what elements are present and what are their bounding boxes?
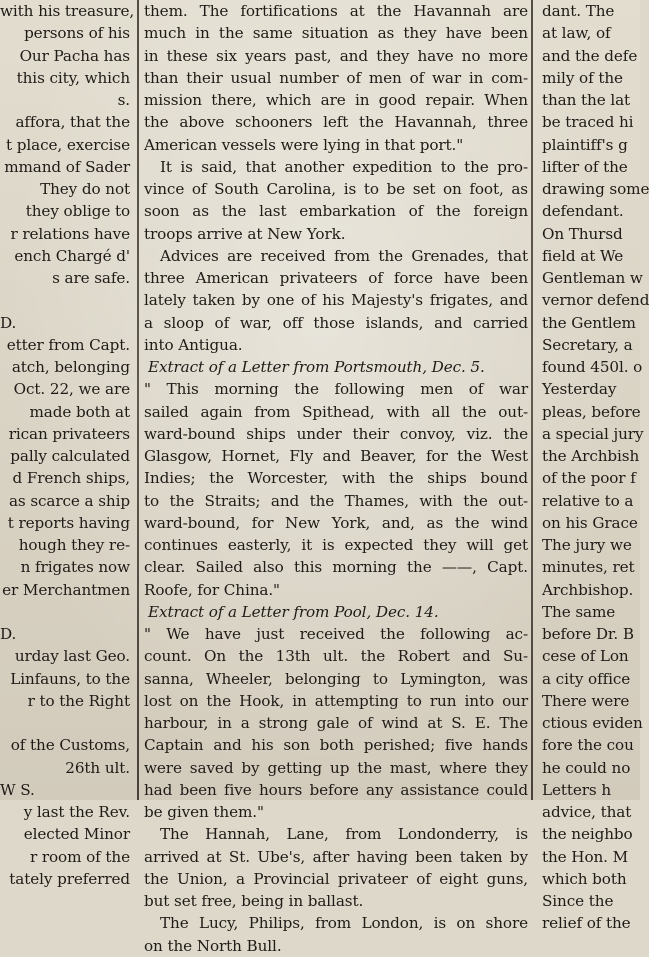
left-column-line: ench Chargé d' bbox=[14, 246, 130, 265]
right-column-line: Letters h bbox=[542, 780, 612, 799]
left-column-line: affora, that the bbox=[15, 113, 130, 132]
right-column-line: ctious eviden bbox=[542, 714, 643, 732]
left-column-line: they oblige to bbox=[25, 202, 130, 221]
middle-column-line: the above schooners left the Havannah, three bbox=[144, 113, 528, 132]
left-column-line: D. bbox=[0, 313, 17, 332]
left-column-line: s are safe. bbox=[52, 269, 130, 287]
column-rule-right bbox=[531, 0, 533, 800]
right-column-line: drawing some bbox=[542, 180, 649, 198]
middle-column-line: a sloop of war, off those islands, and carried bbox=[144, 313, 528, 332]
left-column-line: t place, exercise bbox=[6, 135, 130, 154]
middle-column-line: arrived at St. Ube's, after having been taken by bbox=[144, 847, 528, 866]
left-column-line: this city, which bbox=[16, 68, 130, 87]
middle-column-line: continues easterly, it is expected they will get bbox=[144, 536, 528, 554]
right-column-line: at law, of bbox=[542, 24, 611, 43]
middle-column-line: clear. Sailed also this morning the ——, Capt. bbox=[144, 558, 528, 577]
middle-column-line: count. On the 13th ult. the Robert and Su- bbox=[144, 647, 528, 666]
middle-column-line: to the Straits; and the Thames, with the out- bbox=[144, 491, 528, 510]
middle-column-line: harbour, in a strong gale of wind at S. E. The bbox=[144, 714, 528, 732]
middle-column-line: lost on the Hook, in attempting to run into our bbox=[144, 691, 528, 710]
right-column-line: field at We bbox=[542, 246, 624, 265]
left-column-line: hough they re- bbox=[18, 536, 130, 554]
right-column-line: the Archbish bbox=[542, 447, 640, 465]
middle-column-line: mission there, which are in good repair. When bbox=[144, 91, 528, 109]
right-column-line: fore the cou bbox=[542, 736, 634, 755]
right-column-line: defendant. bbox=[542, 202, 624, 221]
middle-column-line: Indies; the Worcester, with the ships bound bbox=[144, 469, 528, 488]
middle-column-line: sanna, Wheeler, belonging to Lymington, was bbox=[144, 669, 528, 688]
left-column-line bbox=[0, 289, 134, 311]
right-column-line: he could no bbox=[542, 758, 631, 777]
right-column-line: relative to a bbox=[542, 491, 634, 510]
right-column-line: The jury we bbox=[542, 536, 632, 554]
left-column-line: of the Customs, bbox=[10, 736, 130, 755]
right-column-line: relief of the bbox=[542, 914, 631, 933]
middle-column-line: Glasgow, Hornet, Fly and Beaver, for the West bbox=[144, 447, 528, 465]
left-column-line: s. bbox=[117, 91, 130, 109]
right-column-line: minutes, ret bbox=[542, 558, 635, 577]
middle-column-line: be given them." bbox=[144, 803, 264, 821]
right-column-line: plaintiff's g bbox=[542, 135, 628, 154]
left-column-line: n frigates now bbox=[20, 558, 130, 577]
right-column-line: lifter of the bbox=[542, 157, 628, 176]
left-column-line: W S. bbox=[0, 780, 35, 799]
middle-column-line: on the North Bull. bbox=[144, 936, 282, 955]
right-column-line: Since the bbox=[542, 892, 614, 910]
middle-column-line: Captain and his son both perished; five hands bbox=[144, 736, 528, 755]
middle-column-line: troops arrive at New York. bbox=[144, 224, 346, 243]
right-column-line: vernor defend bbox=[542, 291, 649, 310]
right-column-line: dant. The bbox=[542, 2, 615, 20]
middle-column-line: Extract of a Letter from Portsmouth, Dec. 5. bbox=[148, 358, 485, 376]
left-column-line: persons of his bbox=[24, 24, 130, 43]
left-column-line: er Merchantmen bbox=[2, 580, 130, 599]
middle-column-line: American vessels were lying in that port." bbox=[144, 135, 464, 154]
middle-column-line: Advices are received from the Grenades, that bbox=[160, 246, 528, 265]
left-column-line: etter from Capt. bbox=[6, 335, 130, 354]
left-column-line: as scarce a ship bbox=[8, 491, 130, 510]
middle-column-line: Extract of a Letter from Pool, Dec. 14. bbox=[148, 602, 439, 621]
right-column-line: found 450l. o bbox=[542, 358, 643, 376]
right-column-line: cese of Lon bbox=[542, 647, 629, 666]
right-column-line: which both bbox=[542, 869, 627, 888]
middle-column-line: ward-bound, for New York, and, as the wind bbox=[144, 513, 528, 532]
right-column-line: the Gentlem bbox=[542, 313, 636, 332]
right-column-line: The same bbox=[542, 602, 616, 621]
middle-column bbox=[144, 0, 528, 955]
left-column-line: Oct. 22, we are bbox=[13, 380, 130, 399]
left-column-line: y last the Rev. bbox=[23, 803, 130, 821]
left-column-line: rican privateers bbox=[8, 424, 130, 443]
right-column-line: on his Grace bbox=[542, 513, 638, 532]
middle-column-line: but set free, being in ballast. bbox=[144, 892, 364, 910]
left-column-line: tately preferred bbox=[9, 869, 130, 888]
right-column-line: Secretary, a bbox=[542, 335, 633, 354]
middle-column-line: Roofe, for China." bbox=[144, 580, 280, 599]
left-column-line: pally calculated bbox=[10, 447, 130, 465]
middle-column-line: " We have just received the following ac- bbox=[144, 625, 528, 643]
left-column-line: urday last Geo. bbox=[14, 647, 130, 666]
middle-column-line: vince of South Carolina, is to be set on foot, as bbox=[144, 180, 528, 198]
left-column-line bbox=[0, 712, 134, 734]
middle-column-line: than their usual number of men of war in com- bbox=[144, 68, 528, 87]
middle-column-line: It is said, that another expedition to the pro- bbox=[160, 157, 528, 176]
left-column-line: 26th ult. bbox=[65, 758, 130, 777]
right-column-line: There were bbox=[542, 691, 630, 710]
right-column-line: Yesterday bbox=[542, 380, 617, 399]
right-column-line: On Thursd bbox=[542, 224, 623, 243]
right-column-line: than the lat bbox=[542, 91, 631, 109]
right-column-line: Gentleman w bbox=[542, 269, 643, 287]
left-column-line: elected Minor bbox=[23, 825, 130, 844]
left-column-line: Linfauns, to the bbox=[10, 669, 130, 688]
middle-column-line: into Antigua. bbox=[144, 335, 243, 354]
column-rule-left bbox=[137, 0, 139, 800]
left-column-line: D. bbox=[0, 625, 17, 643]
right-column-line: pleas, before bbox=[542, 402, 641, 421]
left-column-line: Our Pacha has bbox=[19, 46, 130, 65]
middle-column-line: in these six years past, and they have no more bbox=[144, 46, 528, 65]
right-column-line: a city office bbox=[542, 669, 631, 688]
middle-column-line: The Hannah, Lane, from Londonderry, is bbox=[160, 825, 528, 844]
left-column-line: mmand of Sader bbox=[4, 157, 130, 176]
left-column-line: r room of the bbox=[29, 847, 130, 866]
middle-column-line: them. The fortifications at the Havannah are bbox=[144, 2, 528, 20]
left-column-line: t reports having bbox=[7, 513, 130, 532]
middle-column-line: " This morning the following men of war bbox=[144, 380, 528, 399]
right-column bbox=[538, 0, 649, 933]
right-column-line: mily of the bbox=[542, 68, 623, 87]
left-column-line: with his treasure, bbox=[0, 2, 135, 20]
right-column-line: Archbishop. bbox=[542, 580, 634, 599]
left-column-line bbox=[0, 601, 134, 623]
middle-column-line: three American privateers of force have been bbox=[144, 269, 528, 287]
right-column-line: of the poor f bbox=[542, 469, 636, 488]
left-column-line: made both at bbox=[29, 402, 130, 421]
middle-column-line: soon as the last embarkation of the foreign bbox=[144, 202, 528, 221]
right-column-line: the neighbo bbox=[542, 825, 633, 844]
middle-column-line: sailed again from Spithead, with all the out- bbox=[144, 402, 528, 421]
middle-column-line: much in the same situation as they have been bbox=[144, 24, 528, 43]
left-column-line: r to the Right bbox=[27, 691, 130, 710]
left-column-line: d French ships, bbox=[12, 469, 130, 488]
middle-column-line: had been five hours before any assistance could bbox=[144, 780, 528, 799]
middle-column-line: The Lucy, Philips, from London, is on shore bbox=[160, 914, 528, 933]
right-column-line: a special jury bbox=[542, 424, 644, 443]
middle-column-line: ward-bound ships under their convoy, viz. the bbox=[144, 424, 528, 443]
right-column-line: before Dr. B bbox=[542, 625, 634, 643]
middle-column-line: lately taken by one of his Majesty's frigates, and bbox=[144, 291, 528, 310]
middle-column-line: the Union, a Provincial privateer of eight guns, bbox=[144, 869, 528, 888]
middle-column-line: were saved by getting up the mast, where they bbox=[144, 758, 528, 777]
right-column-line: be traced hi bbox=[542, 113, 634, 132]
right-column-line: advice, that bbox=[542, 803, 632, 821]
right-column-line: the Hon. M bbox=[542, 847, 629, 866]
left-column bbox=[0, 0, 135, 888]
left-column-line: atch, belonging bbox=[11, 358, 130, 376]
left-column-line: They do not bbox=[40, 180, 130, 198]
right-column-line: and the defe bbox=[542, 46, 638, 65]
left-column-line: r relations have bbox=[10, 224, 130, 243]
